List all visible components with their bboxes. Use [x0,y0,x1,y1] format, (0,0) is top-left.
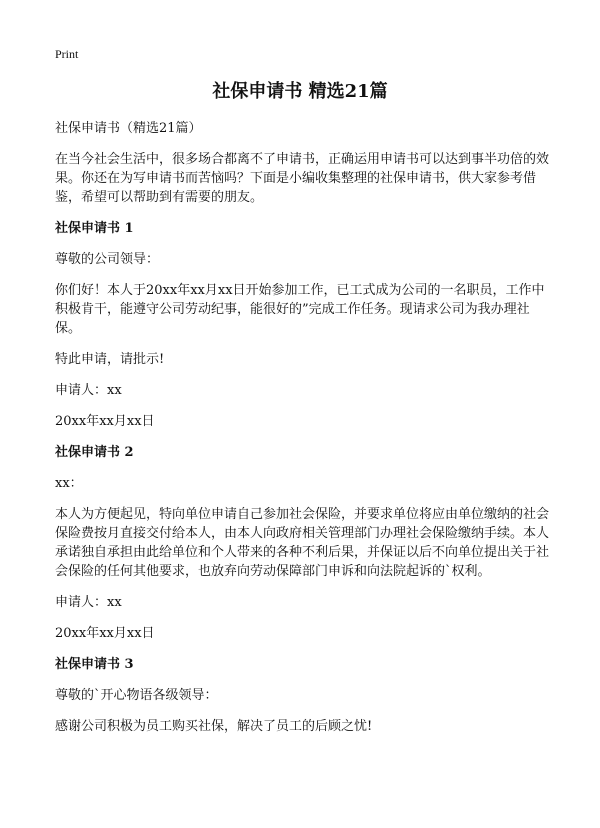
section-heading: 社保申请书 3 [55,657,134,672]
section-3 [55,655,555,736]
date-line: 20xx年xx月xx日 [55,414,155,429]
date-line: 20xx年xx月xx日 [55,626,155,641]
document-subtitle: 社保申请书（精选21篇） [55,121,202,136]
section-1 [55,219,555,431]
body-paragraph: 本人为方便起见，特向单位申请自己参加社会保险，并要求单位将应由单位缴纳的社会保险费按月直接交付给本人，由本人向政府相关管理部门办理社会保险缴纳手续。本人承诺独自承担由此给单位和个人带来的各种不利后果，并保证以后不向单位提出关于社会保险的任何其他要求，也放弃向劳动保障部门申诉和向法院起诉的`权利。 [55,507,550,579]
closing-line: 特此申请，请批示! [55,352,165,367]
salutation: 尊敬的`开心物语各级领导： [55,688,218,703]
print-label: Print [55,47,79,61]
document-title: 社保申请书 精选21篇 [212,81,388,102]
salutation: 尊敬的公司领导： [55,252,160,267]
intro-paragraph: 在当今社会生活中，很多场合都离不了申请书，正确运用申请书可以达到事半功倍的效果。你还在为写申请书而苦恼吗？下面是小编收集整理的社保申请书，供大家参考借鉴，希望可以帮助到有需要的朋友。 [55,152,550,205]
body-paragraph: 你们好！本人于20xx年xx月xx日开始参加工作，已工式成为公司的一名职员，工作中积极肯干，能遵守公司劳动纪事，能很好的”完成工作任务。现请求公司为我办理社保。 [55,283,545,336]
salutation: xx： [55,476,83,491]
section-heading: 社保申请书 2 [55,445,134,460]
section-heading: 社保申请书 1 [55,221,134,236]
applicant-line: 申请人：xx [55,383,122,398]
applicant-line: 申请人：xx [55,595,122,610]
section-2 [55,443,555,643]
document-body [55,119,555,748]
body-paragraph: 感谢公司积极为员工购买社保，解决了员工的后顾之忧! [55,719,373,734]
